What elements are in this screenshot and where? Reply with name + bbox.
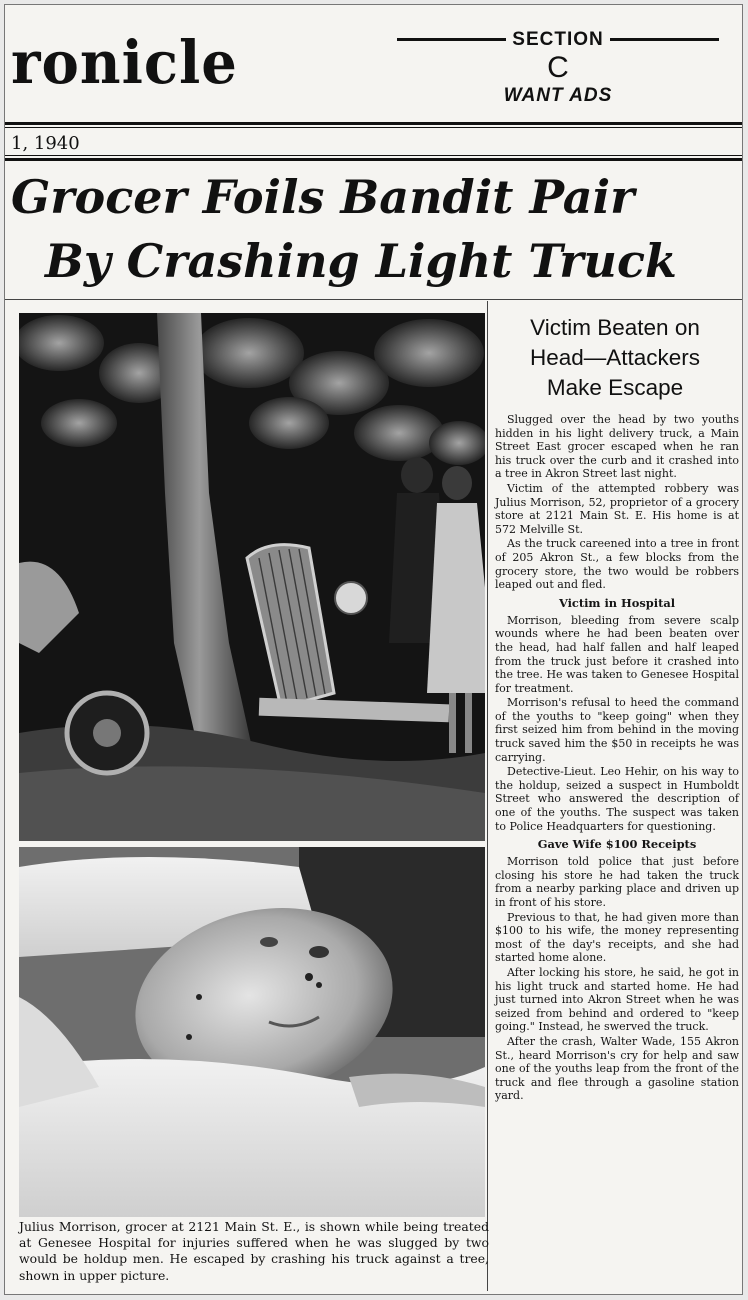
- article-paragraph: After the crash, Walter Wade, 155 Akron St., heard Morrison's cry for help and saw one of the youths leap from the front of the truck and flee through a gasoline station yard.: [495, 1034, 739, 1103]
- dateline-rule: [5, 158, 743, 161]
- dateline-rule-thin: [5, 155, 743, 156]
- headline-rule: [5, 299, 743, 300]
- article-body: [495, 413, 739, 1104]
- sub-headline-line-3: Make Escape: [546, 375, 684, 400]
- photo-truck-crash: [19, 313, 485, 841]
- sub-headline-line-1: Victim Beaten on: [530, 315, 700, 340]
- header-rule-thin: [5, 127, 743, 128]
- section-label: [397, 29, 719, 107]
- article-paragraph: After locking his store, he said, he got in his light truck and started home. He had just turned into Akron Street when he was seized from behind and ordered to "keep going." Instead, he swerved the truck.: [495, 965, 739, 1034]
- section-word: SECTION: [506, 29, 609, 51]
- article-subhead: Gave Wife $100 Receipts: [537, 837, 697, 852]
- sub-headline: [491, 313, 739, 403]
- article-subhead: Victim in Hospital: [558, 595, 676, 610]
- header-rule-top: [5, 122, 743, 125]
- section-subtitle: WANT ADS: [503, 85, 613, 106]
- article-paragraph: As the truck careened into a tree in front of 205 Akron St., a few blocks from the grocery store, the two would be robbers leaped out and fled.: [495, 537, 739, 592]
- dateline: 1, 1940: [11, 133, 80, 154]
- sub-headline-line-2: Head—Attackers: [529, 345, 701, 370]
- photo-victim-hospital: [19, 847, 485, 1217]
- headline-line-2: By Crashing Light Truck: [45, 234, 677, 288]
- column-rule: [487, 301, 488, 1291]
- truck-crash-image: [19, 313, 485, 841]
- masthead-title: ronicle: [11, 28, 238, 98]
- headline-line-1: Grocer Foils Bandit Pair: [11, 170, 635, 224]
- article-paragraph: Detective-Lieut. Leo Hehir, on his way to the holdup, seized a suspect in Humboldt Street who answered the description of one of the youths. The suspect was taken to Police Headquarters for questioning.: [495, 765, 739, 833]
- victim-image: [19, 847, 485, 1217]
- article-paragraph: Slugged over the head by two youths hidden in his light delivery truck, a Main Street East grocer escaped when he ran his truck over the curb and it crashed into a tree in Akron Street last night.: [495, 413, 739, 481]
- newspaper-page: [4, 4, 743, 1295]
- article-paragraph: Morrison, bleeding from severe scalp wounds where he had been beaten over the head, had half fallen and half leaped from the truck just before it crashed into the tree. He was taken to Genesee Hospital for treatment.: [495, 613, 739, 695]
- article-paragraph: Previous to that, he had given more than $100 to his wife, the money representing most of the day's receipts, and she had started home alone.: [495, 910, 739, 965]
- photo-caption: Julius Morrison, grocer at 2121 Main St. E., is shown while being treated at Genesee Hospital for injuries suffered when he was slugged by two would be holdup men. He escaped by crashing his truck against a tree, shown in upper picture.: [19, 1219, 489, 1283]
- article-paragraph: Morrison told police that just before closing his store he had taken the truck from a nearby parking place and driven up in front of his store.: [495, 855, 739, 909]
- section-letter: C: [547, 51, 569, 84]
- article-paragraph: Victim of the attempted robbery was Julius Morrison, 52, proprietor of a grocery store at 2121 Main St. E. His home is at 572 Melville St.: [495, 481, 739, 536]
- article-paragraph: Morrison's refusal to heed the command of the youths to "keep going" when they first seized him from behind in the moving truck saved him the $50 in receipts he was carrying.: [495, 696, 739, 764]
